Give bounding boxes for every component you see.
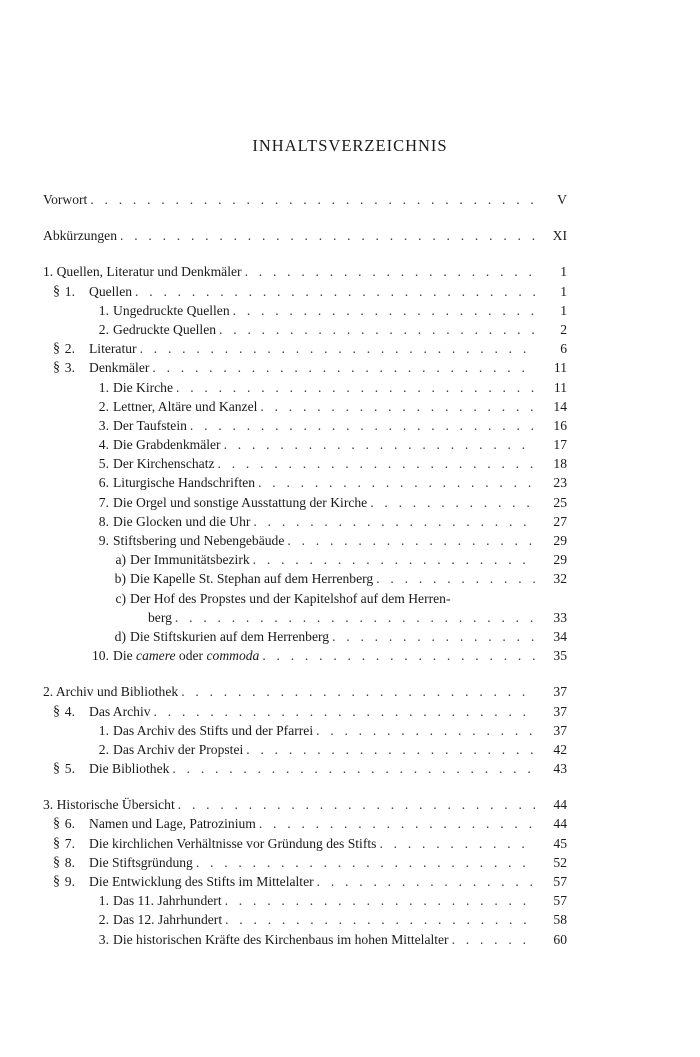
toc-entry-line — [43, 190, 535, 209]
toc-entry-line — [43, 262, 535, 281]
toc-entry-title: Das Archiv des Stifts und der Pfarrei — [113, 722, 314, 738]
leader-dots — [222, 891, 535, 910]
toc-entry-number: 4. — [98, 437, 109, 453]
page-number: XI — [552, 228, 567, 244]
leader-dots — [449, 930, 535, 949]
leader-dots — [314, 872, 535, 891]
toc-entry-line — [89, 358, 535, 377]
toc-entry-line — [130, 589, 535, 608]
page-number: 6 — [560, 341, 567, 357]
toc-entry[interactable] — [43, 872, 567, 891]
page-number: 18 — [553, 456, 567, 472]
toc-entry-title: berg — [148, 609, 172, 625]
toc-entry-number: c) — [115, 590, 126, 606]
toc-entry[interactable] — [43, 531, 567, 550]
toc-entry-title: Stiftsbering und Nebengebäude — [113, 533, 285, 548]
leader-dots — [250, 512, 535, 531]
toc-entry-number: 6. — [98, 475, 109, 491]
toc-entry[interactable] — [43, 435, 567, 454]
toc-entry-number: 3. — [98, 417, 109, 433]
leader-dots — [373, 569, 535, 588]
toc-entry[interactable] — [43, 320, 567, 339]
toc-entry[interactable] — [43, 795, 567, 814]
leader-dots — [222, 910, 535, 929]
toc-entry-line — [130, 569, 535, 588]
leader-dots — [173, 378, 535, 397]
toc-entry-number: 9. — [64, 874, 75, 889]
toc-entry-number: 1. — [98, 893, 109, 909]
leader-dots — [313, 721, 535, 740]
toc-entry-line — [113, 646, 535, 665]
toc-entry-number: 3. — [64, 360, 75, 376]
toc-entry-title: Gedruckte Quellen — [113, 321, 217, 337]
toc-entry[interactable] — [43, 493, 567, 512]
toc-entry-line — [148, 608, 535, 627]
toc-entry-title: Denkmäler — [89, 360, 150, 376]
paragraph-sign: § — [53, 761, 60, 777]
toc-entry-number: 4. — [64, 703, 75, 719]
toc-entry[interactable] — [43, 853, 567, 872]
leader-dots — [187, 416, 535, 435]
toc-entry-line — [89, 834, 535, 853]
paragraph-sign: § — [53, 854, 60, 870]
page-number: 1 — [560, 302, 567, 318]
leader-dots — [257, 397, 535, 416]
toc-entry[interactable] — [43, 397, 567, 416]
toc-entry-title: Die Glocken und die Uhr — [113, 513, 251, 529]
toc-entry-number: 8. — [98, 513, 109, 529]
toc-entry-title: Literatur — [89, 341, 137, 357]
toc-entry-number: 2. — [98, 741, 109, 757]
toc-entry-line — [43, 795, 535, 814]
toc-entry-number: 10. — [92, 648, 109, 664]
paragraph-sign: § — [53, 341, 60, 357]
toc-entry-line — [113, 454, 535, 473]
toc-entry[interactable] — [43, 682, 567, 701]
leader-dots — [284, 531, 535, 550]
paragraph-sign: § — [53, 835, 60, 851]
toc-entry-number: 2. — [98, 912, 109, 928]
toc-entry-title: Die Bibliothek — [89, 761, 170, 777]
page-number: 44 — [553, 797, 567, 813]
page-number: 37 — [553, 684, 567, 700]
toc-entry-title: 1. Quellen, Literatur und Denkmäler — [43, 264, 242, 280]
toc-entry[interactable] — [43, 226, 567, 245]
toc-entry-number: d) — [114, 628, 126, 644]
toc-entry-line — [113, 301, 535, 320]
page-number: 11 — [553, 379, 567, 395]
page-number: 1 — [560, 264, 567, 280]
toc-entry-title: Namen und Lage, Patrozinium — [89, 816, 256, 832]
toc-entry[interactable] — [43, 454, 567, 473]
toc-entry-title — [113, 646, 259, 665]
toc-entry-line — [89, 702, 535, 721]
section-gap — [43, 778, 567, 795]
leader-dots — [256, 814, 535, 833]
leader-dots — [242, 262, 535, 281]
leader-dots — [230, 301, 535, 320]
toc-entry-line — [113, 320, 535, 339]
toc-entry-title: Der Taufstein — [113, 417, 187, 433]
page-number: 1 — [560, 283, 567, 299]
leader-dots — [193, 853, 535, 872]
page-number: 57 — [553, 874, 567, 889]
toc-entry-line — [89, 282, 535, 301]
toc-entry-line — [113, 531, 535, 550]
page-number: 60 — [553, 931, 567, 947]
toc-entry-title: Das Archiv der Propstei — [113, 741, 244, 757]
toc-entry[interactable] — [43, 814, 567, 833]
page-number: 37 — [553, 703, 567, 719]
toc-entry-title: Die Grabdenkmäler — [113, 437, 221, 453]
toc-entry-title: Die Orgel und sonstige Ausstattung der Kirche — [113, 494, 368, 510]
leader-dots — [137, 339, 535, 358]
toc-entry-line — [113, 910, 535, 929]
toc-entry-title: Die Stiftsgründung — [89, 854, 193, 870]
leader-dots — [215, 454, 535, 473]
toc-entry[interactable] — [43, 891, 567, 910]
leader-dots — [172, 608, 535, 627]
toc-entry[interactable] — [43, 358, 567, 377]
page-title: INHALTSVERZEICHNIS — [252, 136, 448, 155]
page-number: 34 — [553, 628, 567, 644]
toc-entry-line — [113, 740, 535, 759]
leader-dots — [329, 627, 535, 646]
toc-entry-title: Liturgische Handschriften — [113, 475, 256, 491]
toc-entry[interactable] — [43, 416, 567, 435]
toc-entry-number: 1. — [98, 722, 109, 738]
page-number: 42 — [553, 741, 567, 757]
toc-entry-line — [113, 397, 535, 416]
title-italic: commoda — [206, 648, 260, 664]
leader-dots — [151, 702, 535, 721]
toc-entry[interactable] — [43, 721, 567, 740]
leader-dots — [255, 473, 535, 492]
toc-entry-line — [89, 814, 535, 833]
toc-entry[interactable] — [43, 589, 567, 608]
toc-entry[interactable] — [43, 282, 567, 301]
toc-entry-number: 5. — [64, 761, 75, 777]
toc-entry-number: 2. — [64, 341, 75, 357]
page-number: V — [557, 192, 567, 207]
toc-entry-title: Abkürzungen — [43, 228, 117, 244]
toc-entry-line — [113, 473, 535, 492]
toc-entry[interactable] — [43, 740, 567, 759]
toc-entry[interactable] — [43, 378, 567, 397]
paragraph-sign: § — [53, 283, 60, 299]
toc-entry-title: Die kirchlichen Verhältnisse vor Gründung des Stifts — [89, 835, 377, 851]
toc-entry[interactable] — [43, 910, 567, 929]
toc-entry-number: 9. — [98, 533, 109, 548]
section-gap — [43, 665, 567, 682]
title-italic: camere — [136, 648, 176, 664]
page-number: 43 — [553, 761, 567, 777]
toc-entry-number: b) — [114, 571, 126, 587]
toc-entry[interactable] — [43, 627, 567, 646]
leader-dots — [149, 358, 535, 377]
page-number: 25 — [553, 494, 567, 510]
page-number: 37 — [553, 722, 567, 738]
toc-entry-title: Die Entwicklung des Stifts im Mittelalter — [89, 874, 314, 889]
toc-entry-title: Das 12. Jahrhundert — [113, 912, 223, 928]
page-number: 29 — [553, 552, 567, 568]
toc-entry-title: Quellen — [89, 283, 133, 299]
table-of-contents — [43, 190, 567, 949]
page-number: 11 — [553, 360, 567, 376]
leader-dots — [175, 795, 535, 814]
page-number: 27 — [553, 513, 567, 529]
toc-entry[interactable] — [43, 512, 567, 531]
toc-entry[interactable] — [43, 930, 567, 949]
leader-dots — [132, 282, 535, 301]
page-number: 14 — [553, 398, 567, 414]
leader-dots — [87, 190, 535, 209]
toc-entry-title: Die Kirche — [113, 379, 174, 395]
toc-entry-title: Lettner, Altäre und Kanzel — [113, 398, 258, 414]
toc-entry-number: 1. — [98, 379, 109, 395]
toc-entry-title: Der Hof des Propstes und der Kapitelshof auf dem Herren- — [130, 590, 451, 606]
toc-entry-number: 3. — [98, 931, 109, 947]
toc-entry[interactable] — [43, 759, 567, 778]
leader-dots — [221, 435, 535, 454]
toc-entry-line — [113, 512, 535, 531]
toc-entry-line — [113, 930, 535, 949]
toc-entry-title: Die historischen Kräfte des Kirchenbaus im hohen Mittelalter — [113, 931, 449, 947]
toc-entry-title: 2. Archiv und Bibliothek — [43, 684, 179, 700]
toc-entry-title: Der Kirchenschatz — [113, 456, 215, 472]
page-number: 29 — [553, 533, 567, 548]
toc-entry-number: 8. — [64, 854, 75, 870]
page-number: 52 — [553, 854, 567, 870]
toc-entry-line — [113, 493, 535, 512]
leader-dots — [169, 759, 535, 778]
page-number: 2 — [560, 321, 567, 337]
toc-entry-number: 5. — [98, 456, 109, 472]
toc-entry-line — [113, 721, 535, 740]
title-part: oder — [175, 648, 207, 664]
toc-entry-line — [43, 682, 535, 701]
toc-entry[interactable] — [43, 646, 567, 665]
toc-entry-line — [89, 853, 535, 872]
toc-entry-line — [113, 891, 535, 910]
toc-entry-line — [113, 435, 535, 454]
section-gap — [43, 245, 567, 262]
toc-entry-title: Das 11. Jahrhundert — [113, 893, 222, 909]
toc-entry[interactable] — [43, 301, 567, 320]
toc-entry[interactable] — [43, 473, 567, 492]
toc-entry[interactable] — [43, 190, 567, 209]
page-number: 45 — [553, 835, 567, 851]
section-gap — [43, 209, 567, 226]
paragraph-sign: § — [53, 360, 60, 376]
toc-entry-title: Ungedruckte Quellen — [113, 302, 230, 318]
toc-entry-number: 2. — [98, 321, 109, 337]
toc-entry-number: 7. — [64, 835, 75, 851]
paragraph-sign: § — [53, 874, 60, 889]
toc-entry[interactable] — [43, 608, 567, 627]
page-number: 58 — [553, 912, 567, 928]
leader-dots — [178, 682, 535, 701]
toc-entry-title: 3. Historische Übersicht — [43, 797, 175, 813]
toc-entry-line — [43, 226, 535, 245]
page-number: 17 — [553, 437, 567, 453]
page-number: 32 — [553, 571, 567, 587]
page-number: 33 — [553, 609, 567, 625]
toc-entry-line — [89, 759, 535, 778]
toc-entry-line — [130, 627, 535, 646]
toc-entry-title: Die Stiftskurien auf dem Herrenberg — [130, 628, 330, 644]
toc-entry[interactable] — [43, 569, 567, 588]
page-number: 23 — [553, 475, 567, 491]
toc-entry-title: Das Archiv — [89, 703, 151, 719]
toc-entry-line — [89, 872, 535, 891]
page-number: 35 — [553, 648, 567, 664]
toc-entry-number: a) — [115, 552, 126, 568]
page-number: 16 — [553, 417, 567, 433]
toc-entry-number: 2. — [98, 398, 109, 414]
page-number: 57 — [553, 893, 567, 909]
toc-entry[interactable] — [43, 262, 567, 281]
leader-dots — [216, 320, 535, 339]
leader-dots — [367, 493, 535, 512]
paragraph-sign: § — [53, 703, 60, 719]
leader-dots — [376, 834, 535, 853]
toc-entry-title: Der Immunitätsbezirk — [130, 552, 250, 568]
toc-entry-title: Die Kapelle St. Stephan auf dem Herrenberg — [130, 571, 374, 587]
paragraph-sign: § — [53, 816, 60, 832]
title-part: Die — [113, 648, 137, 664]
toc-entry-title: Vorwort — [43, 192, 88, 207]
page-number: 44 — [553, 816, 567, 832]
toc-entry-line — [113, 416, 535, 435]
toc-entry-number: 1. — [64, 283, 75, 299]
leader-dots — [250, 550, 535, 569]
toc-entry[interactable] — [43, 702, 567, 721]
toc-entry[interactable] — [43, 834, 567, 853]
leader-dots — [259, 646, 535, 665]
toc-entry-number: 1. — [98, 302, 109, 318]
toc-entry[interactable] — [43, 550, 567, 569]
toc-entry-line — [89, 339, 535, 358]
leader-dots — [243, 740, 535, 759]
toc-entry[interactable] — [43, 339, 567, 358]
toc-entry-number: 6. — [64, 816, 75, 832]
toc-entry-line — [130, 550, 535, 569]
leader-dots — [117, 226, 535, 245]
toc-entry-number: 7. — [98, 494, 109, 510]
toc-entry-line — [113, 378, 535, 397]
